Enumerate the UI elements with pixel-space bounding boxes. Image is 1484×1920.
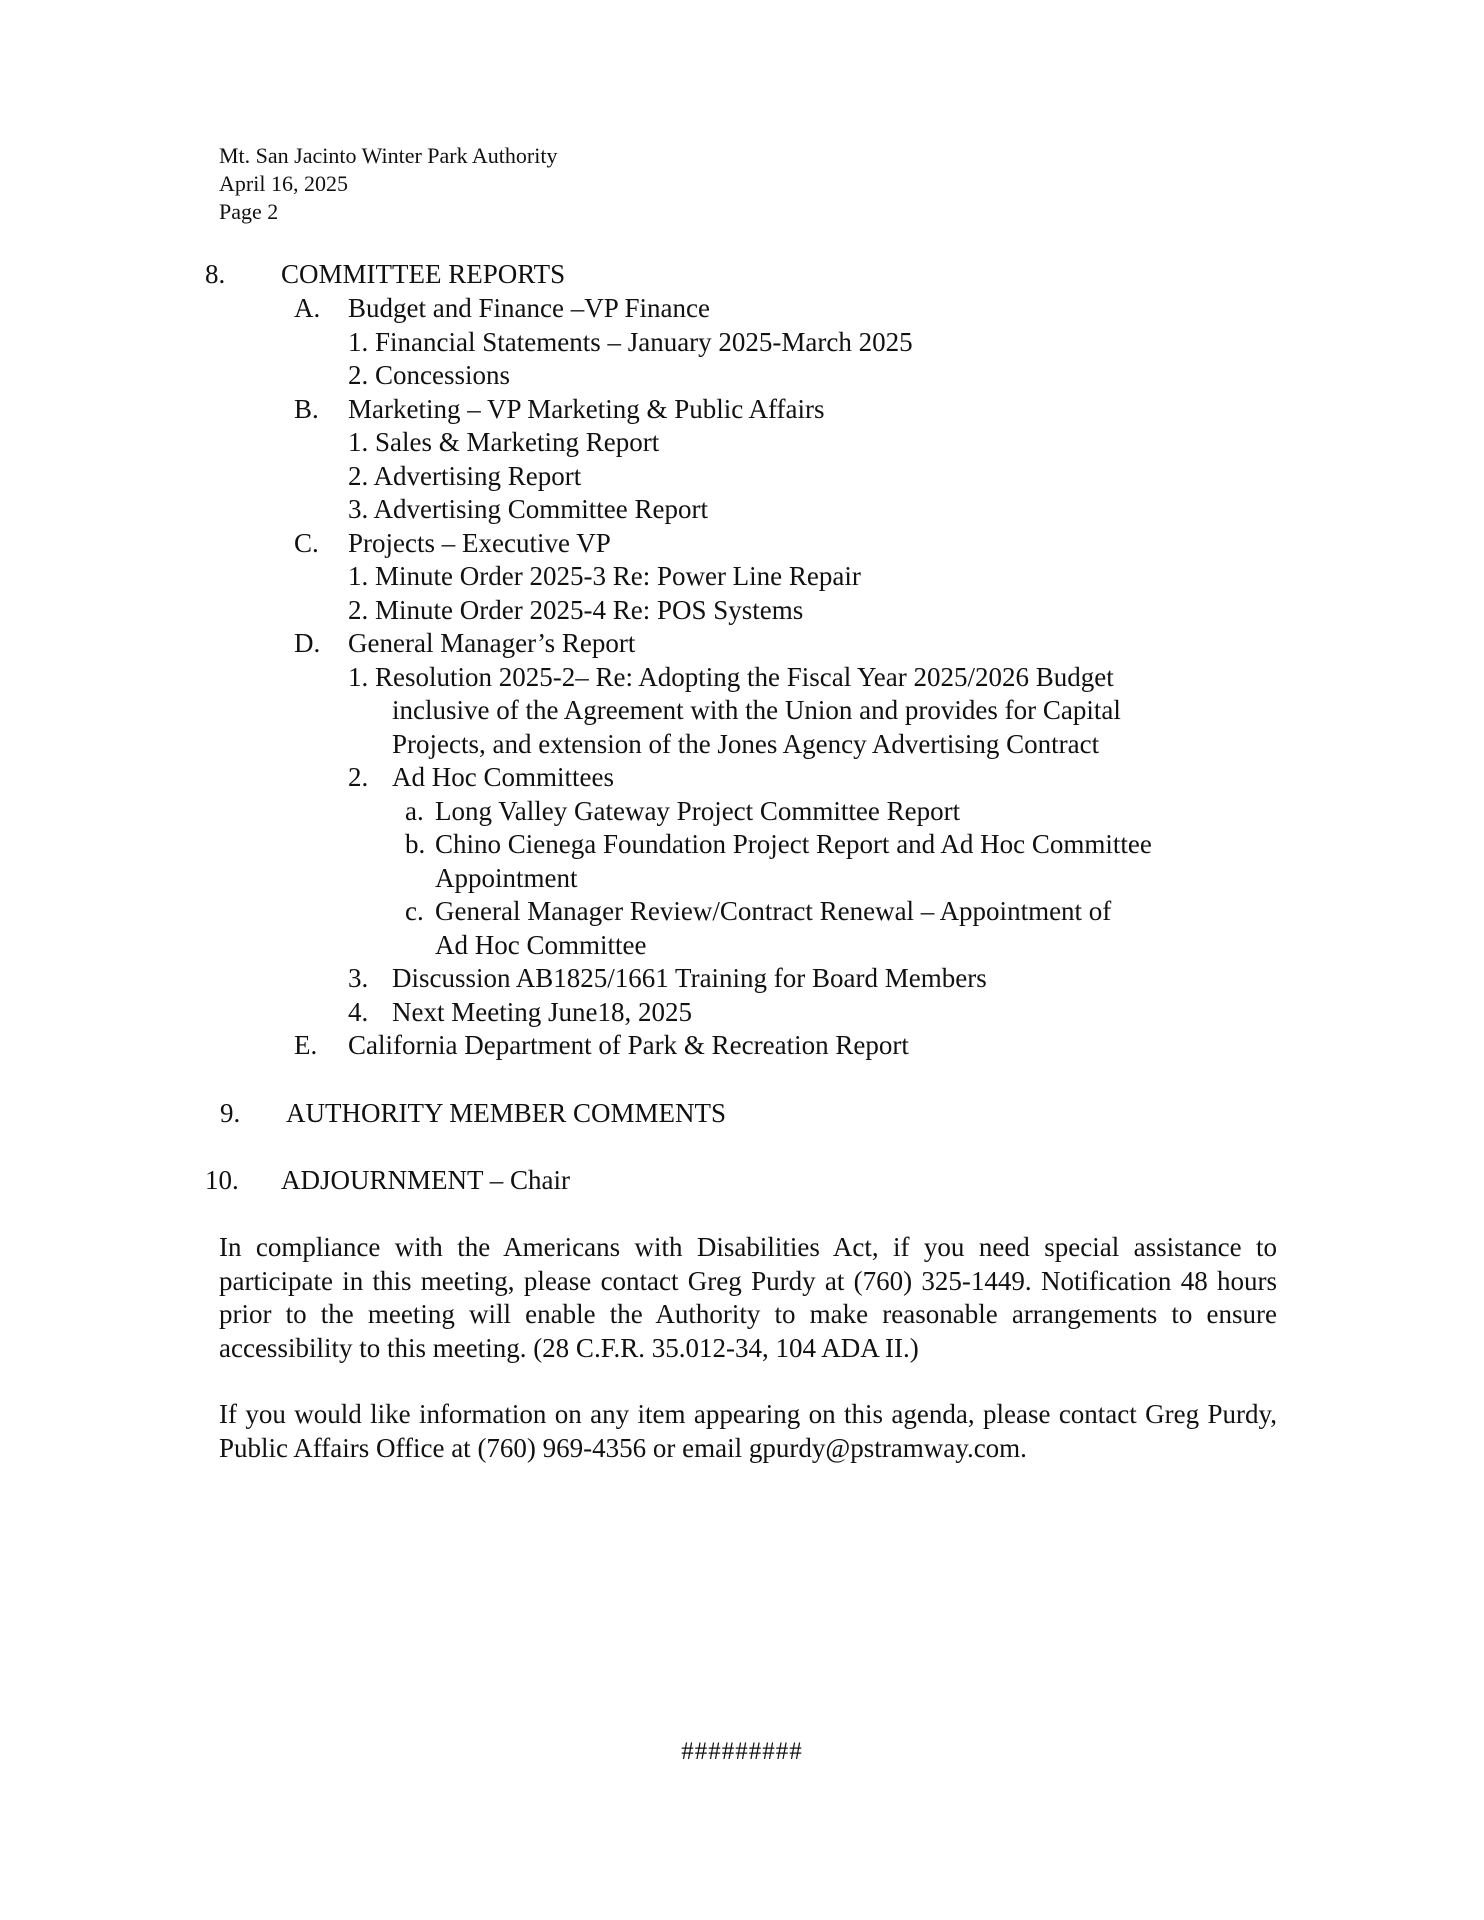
item-d2-title: Ad Hoc Committees (392, 762, 614, 792)
item-d-letter: D. (294, 628, 321, 658)
item-d2a-text: Long Valley Gateway Project Committee Report (435, 796, 961, 826)
section-8-title: COMMITTEE REPORTS (281, 259, 566, 289)
item-d1-line3: Projects, and extension of the Jones Agency Advertising Contract (392, 729, 1100, 759)
header-page: Page 2 (219, 199, 279, 224)
item-d2b-line1: Chino Cienega Foundation Project Report and Ad Hoc Committee (435, 829, 1152, 859)
item-e-letter: E. (294, 1030, 318, 1060)
section-10-number: 10. (205, 1165, 239, 1195)
item-c-title: Projects – Executive VP (348, 528, 611, 558)
item-d2b-letter: b. (405, 829, 426, 859)
item-b-title: Marketing – VP Marketing & Public Affairs (348, 394, 825, 424)
item-d-title: General Manager’s Report (348, 628, 636, 658)
item-d4-title: Next Meeting June18, 2025 (392, 997, 692, 1027)
item-c2: 2. Minute Order 2025-4 Re: POS Systems (348, 595, 804, 625)
item-d1-line1: 1. Resolution 2025-2– Re: Adopting the Fiscal Year 2025/2026 Budget (348, 662, 1114, 692)
item-b3: 3. Advertising Committee Report (348, 494, 708, 524)
item-e-title: California Department of Park & Recreation Report (348, 1030, 909, 1060)
item-d3-number: 3. (348, 963, 369, 993)
page-header (219, 142, 557, 226)
item-a-letter: A. (294, 293, 321, 323)
item-d2c-line1: General Manager Review/Contract Renewal – Appointment of (435, 896, 1112, 926)
header-date: April 16, 2025 (219, 171, 348, 196)
section-10-title: ADJOURNMENT – Chair (281, 1165, 570, 1195)
item-d2-number: 2. (348, 762, 369, 792)
item-b1: 1. Sales & Marketing Report (348, 427, 660, 457)
item-d2c-line2: Ad Hoc Committee (435, 930, 647, 960)
item-c-letter: C. (294, 528, 319, 558)
item-a-title: Budget and Finance –VP Finance (348, 293, 710, 323)
ada-notice: In compliance with the Americans with Disabilities Act, if you need special assistance to participate in this meeting, please contact Greg Purdy at (760) 325-1449. Notification 48 hours prior to the meeting will enable the Authority to make reasonable arrangements to ensure accessibility to this meeting. (28 C.F.R. 35.012-34, 104 ADA II.) (219, 1232, 1277, 1363)
section-9-number: 9. (220, 1098, 241, 1128)
section-8-number: 8. (205, 259, 226, 289)
item-d4-number: 4. (348, 997, 369, 1027)
item-d2c-letter: c. (405, 896, 424, 926)
header-org: Mt. San Jacinto Winter Park Authority (219, 143, 558, 168)
item-d3-title: Discussion AB1825/1661 Training for Board Members (392, 963, 987, 993)
item-d1-line2: inclusive of the Agreement with the Union and provides for Capital (392, 695, 1121, 725)
item-b-letter: B. (294, 394, 319, 424)
end-mark: ######### (681, 1738, 803, 1765)
item-a2: 2. Concessions (348, 360, 510, 390)
section-9-title: AUTHORITY MEMBER COMMENTS (286, 1098, 727, 1128)
item-a1: 1. Financial Statements – January 2025-March 2025 (348, 327, 913, 357)
item-b2: 2. Advertising Report (348, 461, 582, 491)
item-c1: 1. Minute Order 2025-3 Re: Power Line Repair (348, 561, 861, 591)
info-notice: If you would like information on any item appearing on this agenda, please contact Greg Purdy, Public Affairs Office at (760) 969-4356 or email gpurdy@pstramway.com. (219, 1399, 1277, 1463)
item-d2b-line2: Appointment (435, 863, 578, 893)
item-d2a-letter: a. (405, 796, 424, 826)
